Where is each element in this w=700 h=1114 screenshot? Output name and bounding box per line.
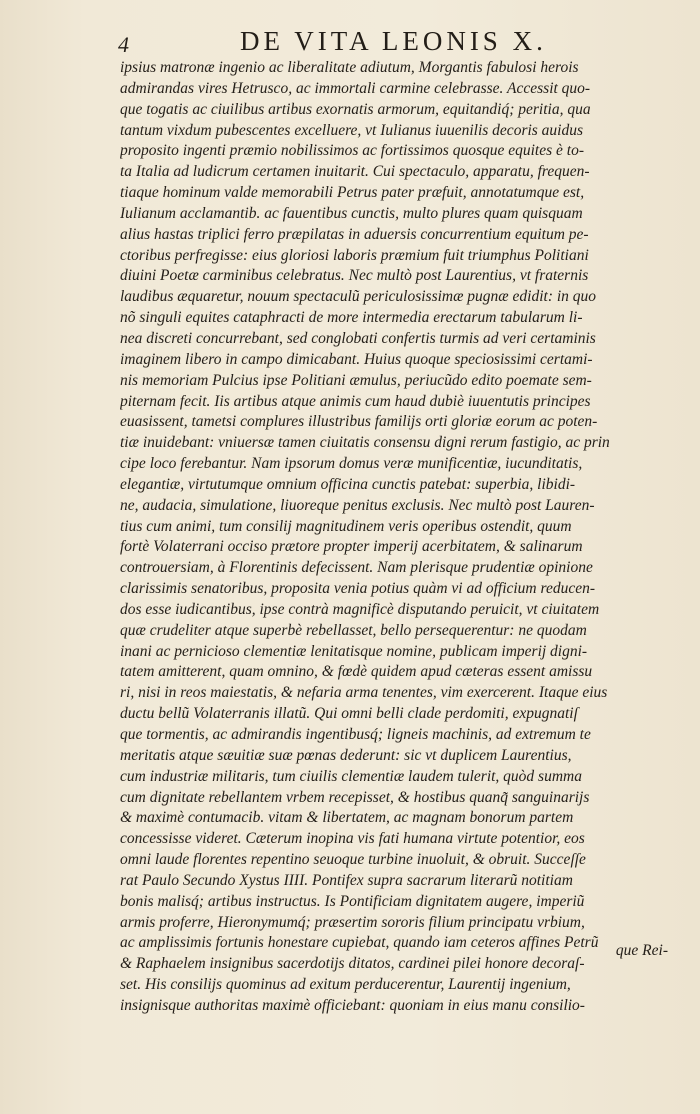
- text-line: insignisque authoritas maximè officiebant: quoniam in eius manu consilio-: [120, 996, 585, 1014]
- text-line: inani ac pernicioso clementiæ lenitatisque nomine, publicam imperij digni-: [120, 642, 588, 660]
- text-line: cum industriæ militaris, tum ciuilis clementiæ laudem tulerit, quòd summa: [120, 767, 582, 785]
- text-line: ac amplissimis fortunis honestare cupiebat, quando iam ceteros affines Petrũ: [120, 934, 599, 952]
- text-line: elegantiæ, virtutumque omnium officina cunctis patebat: superbia, libidi-: [120, 475, 576, 493]
- text-line: dos esse iudicantibus, ipse contrà magnificè disputando peruicit, vt ciuitatem: [120, 600, 600, 618]
- page-header: [118, 26, 668, 60]
- catchword: que Rei-: [615, 942, 668, 959]
- text-line: ipsius matronæ ingenio ac liberalitate adiutum, Morgantis fabulosi herois: [120, 59, 579, 76]
- text-line: Iulianum acclamantib. ac fauentibus cunctis, multo plures quam quisquam: [120, 204, 583, 222]
- text-line: tius cum animi, tum consilij magnitudinem veris operibus ostendit, quum: [120, 517, 572, 535]
- text-line: nis memoriam Pulcius ipse Politiani æmulus, periucũdo edito poemate sem-: [120, 371, 592, 389]
- running-head: DE VITA LEONIS X.: [240, 26, 547, 56]
- text-line: que tormentis, ac admirandis ingentibusq́; ligneis machinis, ad extremum te: [120, 726, 591, 743]
- text-line: tatem amitterent, quam omnino, & fœdè quidem apud cæteras essent amissu: [120, 663, 593, 681]
- text-line: omni laude florentes repentino seuoque turbine inuoluit, & obruit. Succeſſe: [120, 851, 586, 869]
- text-line: diuini Poetæ carminibus celebratus. Nec multò post Laurentius, vt fraternis: [120, 267, 589, 285]
- text-line: concessisse videret. Cæterum inopina vis fati humana virtute potentior, eos: [120, 830, 585, 848]
- text-line: ctoribus perfregisse: eius gloriosi laboris præmium fuit triumphus Politiani: [120, 246, 589, 264]
- text-line: laudibus æquaretur, nouum spectaculũ periculosissimæ pugnæ edidit: in quo: [120, 288, 597, 306]
- text-line: que togatis ac ciuilibus artibus exornatis armorum, equitandiq́; peritia, qua: [120, 100, 591, 118]
- text-line: proposito ingenti præmio nobilissimos ac fortissimos quosque equites è to-: [120, 142, 585, 160]
- text-line: admirandas vires Hetrusco, ac immortali carmine celebrasse. Accessit quo-: [120, 79, 591, 97]
- text-line: euasissent, tametsi complures illustribus familijs orti gloriæ eorum ac poten-: [120, 413, 598, 431]
- text-line: & Raphaelem insignibus sacerdotijs ditatos, cardinei pilei honore decoraſ-: [120, 955, 585, 973]
- text-line: clarissimis senatoribus, proposita venia potius quàm vi ad officium reducen-: [120, 580, 596, 598]
- text-line: nõ singuli equites cataphracti de more intermedia erectarum tabularum li-: [120, 309, 583, 327]
- text-line: tiæ inuidebant: vniuersæ tamen ciuitatis consensu digni rerum fastigio, ac prin: [120, 434, 610, 452]
- text-line: set. His consilijs quominus ad exitum perducerentur, Laurentij ingenium,: [120, 976, 571, 994]
- text-line: quæ crudeliter atque superbè rebellasset, bello persequerentur: ne quodam: [120, 621, 587, 639]
- text-line: cipe loco ferebantur. Nam ipsorum domus veræ munificentiæ, iucunditatis,: [120, 455, 583, 473]
- text-line: ductu bellũ Volaterranis illatũ. Qui omni belli clade perdomiti, expugnatiſ: [120, 705, 578, 723]
- text-line: bonis malisq́; artibus instructus. Is Pontificiam dignitatem augere, imperiũ: [120, 892, 585, 910]
- text-line: nea discreti concurrebant, sed conglobati confertis turmis ad veri certaminis: [120, 329, 596, 347]
- page-number: 4: [118, 32, 129, 57]
- text-line: piternam fecit. Iis artibus atque animis cum haud dubiè iuuentutis principes: [120, 392, 591, 410]
- text-line: tantum vixdum pubescentes excelluere, vt Iulianus iuuenilis decoris auidus: [120, 121, 584, 139]
- text-line: fortè Volaterrani occiso prætore propter imperij acerbitatem, & salinarum: [120, 538, 583, 556]
- text-line: tiaque hominum valde memorabili Petrus pater præfuit, annotatumque est,: [120, 184, 585, 202]
- text-line: rat Paulo Secundo Xystus IIII. Pontifex supra sacrarum literarũ notitiam: [120, 871, 573, 889]
- text-line: ne, audacia, simulatione, liuoreque penitus exclusis. Nec multò post Lauren-: [120, 496, 595, 514]
- text-line: ta Italia ad ludicrum certamen inuitarit. Cui spectaculo, apparatu, frequen-: [120, 163, 590, 181]
- text-line: alius hastas triplici ferro præpilatas in aduersis concurrentium equitum pe-: [120, 225, 589, 243]
- body-text: [120, 58, 668, 1017]
- text-line: imaginem libero in campo dimicabant. Huius quoque speciosissimi certami-: [120, 350, 593, 368]
- text-line: meritatis atque sæuitiæ suæ pœnas dederunt: sic vt duplicem Laurentius,: [120, 746, 572, 764]
- text-line: ri, nisi in reos maiestatis, & nefaria arma tenentes, vim exercerent. Itaque eius: [120, 684, 608, 702]
- text-line: controuersiam, à Florentinis defecissent. Nam plerisque prudentiæ opinione: [120, 559, 593, 577]
- text-line: armis proferre, Hieronymumq́; præsertim sororis filium principatu vrbium,: [120, 913, 585, 931]
- text-line: & maximè contumacib. vitam & libertatem, ac magnam bonorum partem: [120, 809, 574, 827]
- text-line: cum dignitate rebellantem vrbem recepisset, & hostibus quanq̃ sanguinarijs: [120, 788, 590, 806]
